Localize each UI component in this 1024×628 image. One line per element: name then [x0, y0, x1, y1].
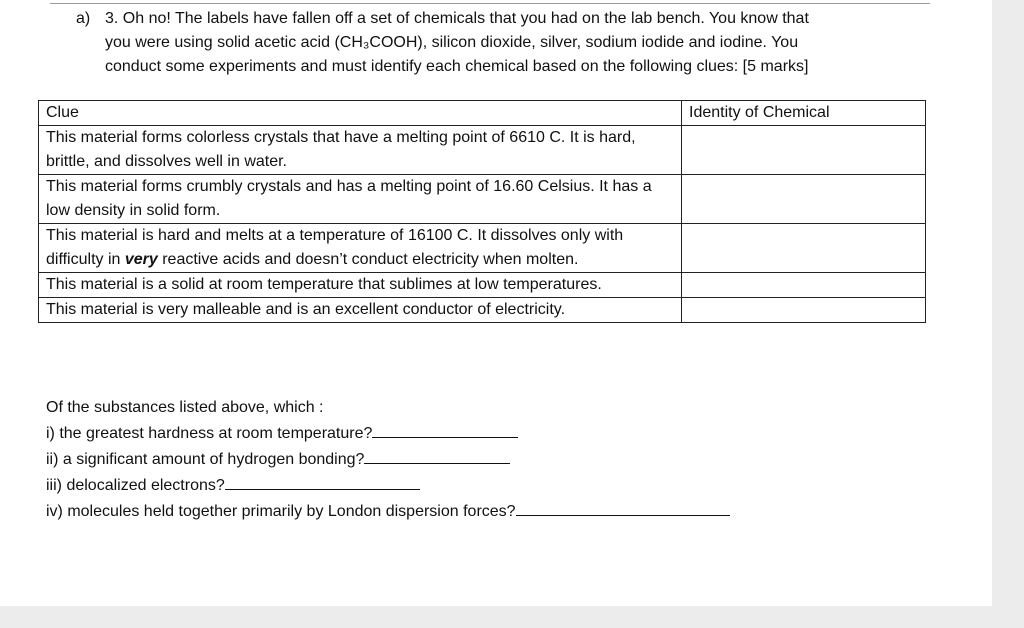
clue-emphasis: very [124, 251, 158, 268]
answer-blank[interactable] [372, 420, 518, 438]
answer-blank[interactable] [225, 472, 420, 490]
answer-blank[interactable] [516, 498, 730, 516]
identity-answer-cell[interactable] [682, 298, 926, 323]
table-header-row [39, 101, 926, 126]
table-row [39, 298, 926, 323]
followup-item [46, 420, 730, 446]
top-divider [50, 3, 930, 4]
followup-question-text: ii) a significant amount of hydrogen bonding? [46, 451, 365, 468]
header-clue: Clue [39, 101, 682, 126]
clue-cell [39, 224, 682, 273]
question-line: conduct some experiments and must identify each chemical based on the following clues: [5 marks] [105, 58, 809, 75]
question-line: you were using solid acetic acid (CH₃COOH), silicon dioxide, silver, sodium iodide and iodine. You [105, 34, 799, 51]
identity-answer-cell[interactable] [682, 175, 926, 224]
identity-answer-cell[interactable] [682, 126, 926, 175]
identity-answer-cell[interactable] [682, 273, 926, 298]
clue-cell: This material forms colorless crystals that have a melting point of 6610 C. It is hard, brittle, and dissolves well in water. [39, 126, 682, 175]
followup-item [46, 472, 730, 498]
followup-questions [46, 396, 730, 524]
question-line: 3. Oh no! The labels have fallen off a set of chemicals that you had on the lab bench. You know that [105, 10, 809, 27]
question-text [105, 7, 925, 79]
followup-item [46, 498, 730, 524]
followup-item [46, 446, 730, 472]
clue-cell: This material is very malleable and is an excellent conductor of electricity. [39, 298, 682, 323]
clue-cell: This material forms crumbly crystals and has a melting point of 16.60 Celsius. It has a low density in solid form. [39, 175, 682, 224]
followup-question-text: iv) molecules held together primarily by London dispersion forces? [46, 503, 516, 520]
table-row [39, 273, 926, 298]
identity-answer-cell[interactable] [682, 224, 926, 273]
table-row [39, 175, 926, 224]
followup-intro: Of the substances listed above, which : [46, 399, 324, 416]
table-row [39, 224, 926, 273]
table-row [39, 126, 926, 175]
header-identity: Identity of Chemical [682, 101, 926, 126]
clue-table [38, 100, 926, 323]
clue-text: reactive acids and doesn’t conduct electricity when molten. [157, 251, 579, 268]
followup-question-text: iii) delocalized electrons? [46, 477, 225, 494]
answer-blank[interactable] [364, 446, 510, 464]
clue-cell: This material is a solid at room temperature that sublimes at low temperatures. [39, 273, 682, 298]
clue-text: This material is hard and melts at a temperature of 16100 C. It dissolves only with difficulty in [46, 227, 624, 268]
followup-question-text: i) the greatest hardness at room temperature? [46, 425, 373, 442]
question-prefix: a) [76, 10, 91, 27]
